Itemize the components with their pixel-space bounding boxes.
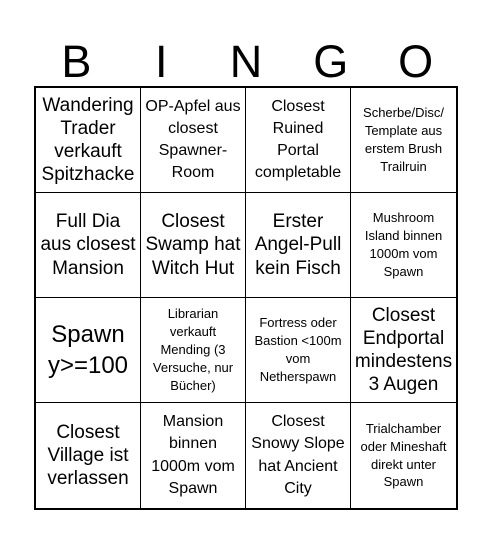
bingo-cell[interactable]: Closest Endportal mindestens 3 Augen	[351, 298, 456, 403]
bingo-cell[interactable]: Spawn y>=100	[36, 298, 141, 403]
bingo-cell[interactable]: OP-Apfel aus closest Spawner-Room	[141, 88, 246, 193]
bingo-cell[interactable]: Full Dia aus closest Mansion	[36, 193, 141, 298]
header-letter-i: I	[154, 35, 168, 87]
bingo-cell[interactable]: Closest Swamp hat Witch Hut	[141, 193, 246, 298]
bingo-cell[interactable]: Mushroom Island binnen 1000m vom Spawn	[351, 193, 456, 298]
bingo-cell[interactable]: Erster Angel-Pull kein Fisch	[246, 193, 351, 298]
bingo-cell[interactable]: Scherbe/Disc/ Template aus erstem Brush Trailruin	[351, 88, 456, 193]
bingo-cell[interactable]: Fortress oder Bastion <100m vom Netherspawn	[246, 298, 351, 403]
bingo-board	[34, 86, 458, 510]
bingo-cell[interactable]: Mansion binnen 1000m vom Spawn	[141, 403, 246, 508]
bingo-cell[interactable]: Closest Snowy Slope hat Ancient City	[246, 403, 351, 508]
header-letter-g: G	[313, 35, 349, 87]
bingo-cell[interactable]: Wandering Trader verkauft Spitzhacke	[36, 88, 141, 193]
header-letter-n: N	[229, 35, 263, 87]
bingo-cell[interactable]: Trialchamber oder Mineshaft direkt unter Spawn	[360, 420, 447, 490]
bingo-cell[interactable]: Closest Ruined Portal completable	[246, 88, 351, 193]
bingo-header	[34, 34, 458, 88]
header-letter-o: O	[398, 35, 434, 87]
header-letter-b: B	[61, 35, 92, 87]
bingo-cell[interactable]: Closest Village ist verlassen	[36, 403, 141, 508]
bingo-cell[interactable]: Librarian verkauft Mending (3 Versuche, nur Bücher)	[141, 298, 246, 403]
